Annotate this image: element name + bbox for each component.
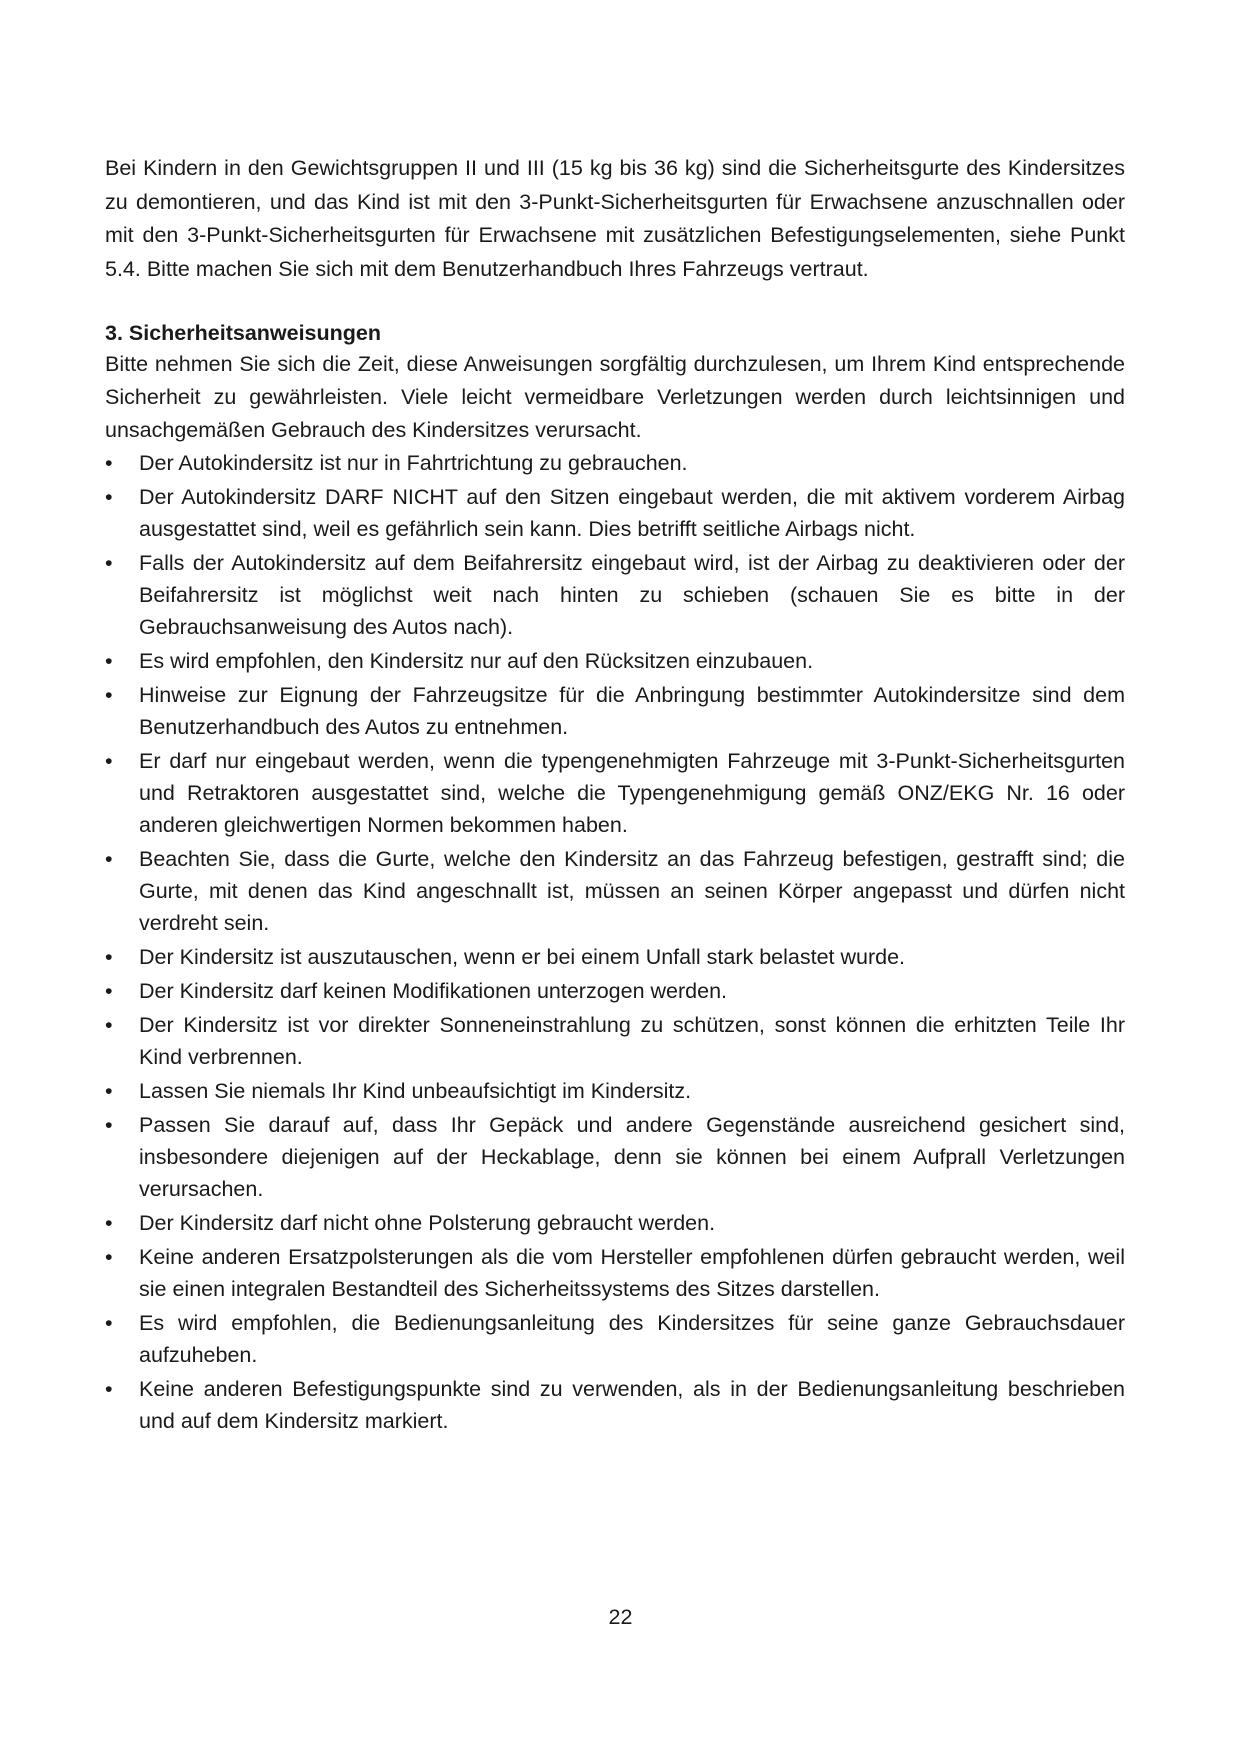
bullet-icon: • (105, 1311, 113, 1335)
list-item (105, 1009, 1125, 1073)
section-heading: 3. Sicherheitsanweisungen (105, 321, 382, 345)
list-item (105, 1241, 1125, 1305)
list-item-text: Es wird empfohlen, die Bedienungsanleitung des Kindersitzes für seine ganze Gebrauchsdauer aufzuheben. (139, 1311, 1125, 1367)
list-item-text: Beachten Sie, dass die Gurte, welche den Kindersitz an das Fahrzeug befestigen, gestrafft sind; die Gurte, mit denen das Kind angeschnallt ist, müssen an seinen Körper angepasst und dürfen nicht verdreht sein. (139, 847, 1125, 935)
bullet-icon: • (105, 1245, 113, 1269)
list-item-text: Der Kindersitz ist vor direkter Sonneneinstrahlung zu schützen, sonst können die erhitzten Teile Ihr Kind verbrennen. (139, 1013, 1125, 1069)
list-item (105, 645, 1125, 677)
bullet-icon: • (105, 749, 113, 773)
bullet-icon: • (105, 551, 113, 575)
list-item-text: Der Kindersitz darf keinen Modifikationen unterzogen werden. (139, 979, 727, 1003)
list-item-text: Der Kindersitz ist auszutauschen, wenn er bei einem Unfall stark belastet wurde. (139, 945, 906, 969)
document-page (105, 152, 1125, 1439)
section-lead-paragraph: Bitte nehmen Sie sich die Zeit, diese Anweisungen sorgfältig durchzulesen, um Ihrem Kind entsprechende Sicherheit zu gewährleisten. Viele leicht vermeidbare Verletzungen werden durch leichtsinnigen und unsachgemäßen Gebrauch des Kindersitzes verursacht. (105, 352, 1125, 442)
list-item (105, 1307, 1125, 1371)
list-item (105, 1207, 1125, 1239)
bullet-icon: • (105, 1079, 113, 1103)
safety-instructions-list (105, 447, 1125, 1437)
list-item-text: Keine anderen Ersatzpolsterungen als die vom Hersteller empfohlenen dürfen gebraucht werden, weil sie einen integralen Bestandteil des Sicherheitssystems des Sitzes darstellen. (139, 1245, 1125, 1301)
bullet-icon: • (105, 485, 113, 509)
list-item-text: Hinweise zur Eignung der Fahrzeugsitze für die Anbringung bestimmter Autokindersitze sind dem Benutzerhandbuch des Autos zu entnehmen. (139, 683, 1125, 739)
list-item (105, 447, 1125, 479)
list-item-text: Er darf nur eingebaut werden, wenn die typengenehmigten Fahrzeuge mit 3-Punkt-Sicherheitsgurten und Retraktoren ausgestattet sind, welche die Typengenehmigung gemäß ONZ/EKG Nr. 16 oder anderen gleichwertigen Normen bekommen haben. (139, 749, 1125, 837)
list-item (105, 481, 1125, 545)
list-item-text: Falls der Autokindersitz auf dem Beifahrersitz eingebaut wird, ist der Airbag zu deaktivieren oder der Beifahrersitz ist möglichst weit nach hinten zu schieben (schauen Sie es bitte in der Gebrauchsanweisung des Autos nach). (139, 551, 1125, 639)
bullet-icon: • (105, 979, 113, 1003)
list-item (105, 547, 1125, 643)
bullet-icon: • (105, 451, 113, 475)
intro-paragraph: Bei Kindern in den Gewichtsgruppen II und III (15 kg bis 36 kg) sind die Sicherheitsgurte des Kindersitzes zu demontieren, und das Kind ist mit den 3-Punkt-Sicherheitsgurten für Erwachsene anzuschnallen oder mit den 3-Punkt-Sicherheitsgurten für Erwachsene mit zusätzlichen Befestigungselementen, siehe Punkt 5.4. Bitte machen Sie sich mit dem Benutzerhandbuch Ihres Fahrzeugs vertraut. (105, 156, 1125, 281)
list-item (105, 843, 1125, 939)
bullet-icon: • (105, 683, 113, 707)
bullet-icon: • (105, 1113, 113, 1137)
list-item (105, 975, 1125, 1007)
list-item (105, 1373, 1125, 1437)
list-item-text: Der Autokindersitz DARF NICHT auf den Sitzen eingebaut werden, die mit aktivem vorderem Airbag ausgestattet sind, weil es gefährlich sein kann. Dies betrifft seitliche Airbags nicht. (139, 485, 1125, 541)
list-item (105, 941, 1125, 973)
list-item-text: Es wird empfohlen, den Kindersitz nur auf den Rücksitzen einzubauen. (139, 649, 814, 673)
list-item-text: Keine anderen Befestigungspunkte sind zu verwenden, als in der Bedienungsanleitung beschrieben und auf dem Kindersitz markiert. (139, 1377, 1125, 1433)
list-item (105, 679, 1125, 743)
list-item (105, 745, 1125, 841)
list-item-text: Lassen Sie niemals Ihr Kind unbeaufsichtigt im Kindersitz. (139, 1079, 692, 1103)
bullet-icon: • (105, 1377, 113, 1401)
list-item (105, 1075, 1125, 1107)
bullet-icon: • (105, 1013, 113, 1037)
list-item-text: Passen Sie darauf auf, dass Ihr Gepäck und andere Gegenstände ausreichend gesichert sind, insbesondere diejenigen auf der Heckablage, denn sie können bei einem Aufprall Verletzungen verursachen. (139, 1113, 1125, 1201)
list-item-text: Der Kindersitz darf nicht ohne Polsterung gebraucht werden. (139, 1211, 716, 1235)
list-item (105, 1109, 1125, 1205)
page-number: 22 (608, 1605, 633, 1629)
bullet-icon: • (105, 945, 113, 969)
bullet-icon: • (105, 649, 113, 673)
bullet-icon: • (105, 1211, 113, 1235)
bullet-icon: • (105, 847, 113, 871)
list-item-text: Der Autokindersitz ist nur in Fahrtrichtung zu gebrauchen. (139, 451, 688, 475)
